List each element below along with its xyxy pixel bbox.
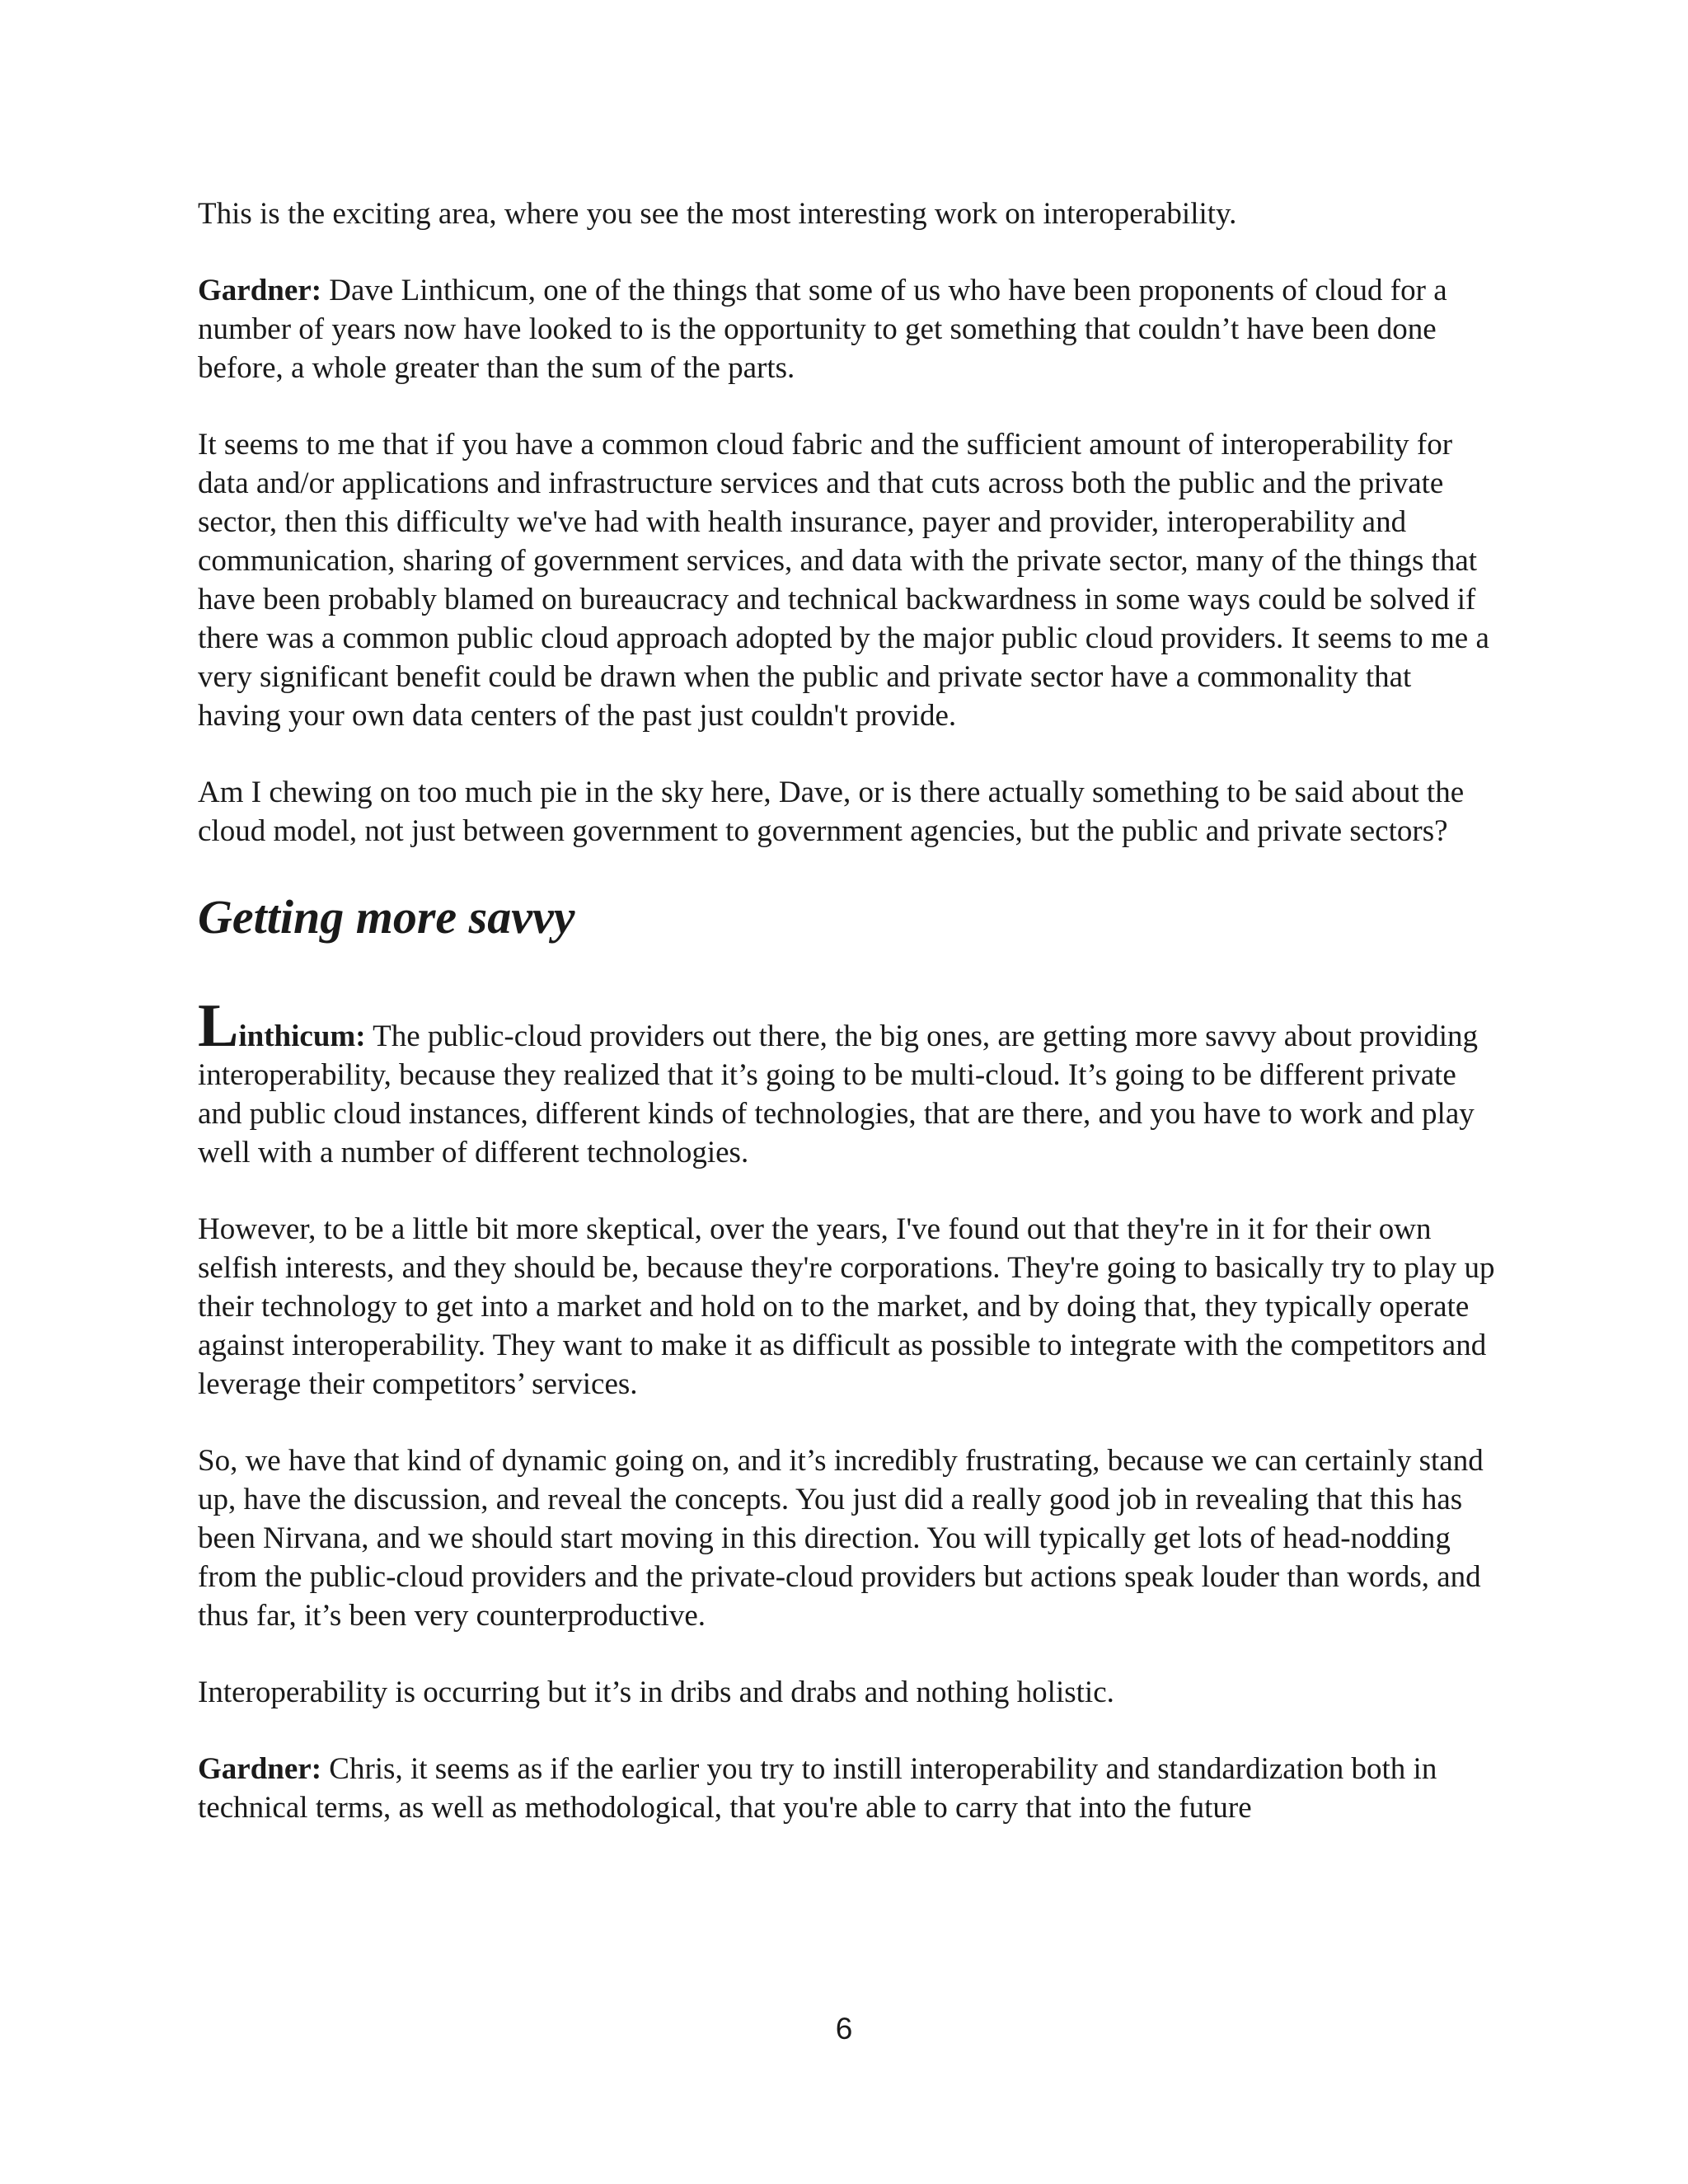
page-number: 6 [835,2012,853,2046]
drop-cap: L [198,992,239,1060]
paragraph [198,271,1500,387]
paragraph-text: It seems to me that if you have a common cloud fabric and the sufficient amount of interoperability for data and/or applications and infrastructure services and that cuts across both the public and the private sector, then this difficulty we've had with health insurance, payer and provider, interoperability and communication, sharing of government services, and data with the private sector, many of the things that have been probably blamed on bureaucracy and technical backwardness in some ways could be solved if there was a common public cloud approach adopted by the major public cloud providers. It seems to me a very significant benefit could be drawn when the public and private sector have a commonality that having your own data centers of the past just couldn't provide. [198,428,1489,733]
paragraph [198,1210,1500,1404]
paragraph-text: So, we have that kind of dynamic going on, and it’s incredibly frustrating, because we can certainly stand up, have the discussion, and reveal the concepts. You just did a really good job in revealing that this has been Nirvana, and we should start moving in this direction. You will typically get lots of head-nodding from the public-cloud providers and the private-cloud providers but actions speak louder than words, and thus far, it’s been very counterproductive. [198,1444,1484,1633]
paragraph [198,194,1500,233]
paragraph [198,1441,1500,1635]
paragraph-text: Am I chewing on too much pie in the sky here, Dave, or is there actually something to be said about the cloud model, not just between government to government agencies, but the public and private sectors? [198,776,1465,848]
section-heading: Getting more savvy [198,890,575,944]
paragraph [198,773,1500,851]
paragraph-text: However, to be a little bit more skeptical, over the years, I've found out that they're in it for their own selfish interests, and they should be, because they're corporations. They're going to basically try to play up their technology to get into a market and hold on to the market, and by doing that, they typically operate against interoperability. They want to make it as difficult as possible to integrate with the competitors and leverage their competitors’ services. [198,1212,1495,1401]
speaker-label: Gardner: [198,274,322,307]
paragraph [198,992,1500,1172]
paragraph [198,425,1500,735]
paragraph-text: Dave Linthicum, one of the things that some of us who have been proponents of cloud for a number of years now have looked to is the opportunity to get something that couldn’t have been done before, a whole greater than the sum of the parts. [198,274,1447,385]
paragraph-text: Chris, it seems as if the earlier you try to instill interoperability and standardization both in technical terms, as well as methodological, that you're able to carry that into the future [198,1752,1437,1825]
speaker-label: inthicum: [238,1019,366,1053]
paragraph-text: Interoperability is occurring but it’s in dribs and drabs and nothing holistic. [198,1675,1114,1709]
speaker-label: Gardner: [198,1752,322,1786]
paragraph-text: The public-cloud providers out there, the big ones, are getting more savvy about providing interoperability, because they realized that it’s going to be multi-cloud. It’s going to be different private and public cloud instances, different kinds of technologies, that are there, and you have to work and play well with a number of different technologies. [198,1019,1479,1169]
paragraph [198,1750,1500,1827]
document-page [198,194,1500,1865]
paragraph [198,1673,1500,1712]
paragraph-text: This is the exciting area, where you see the most interesting work on interoperability. [198,197,1237,231]
